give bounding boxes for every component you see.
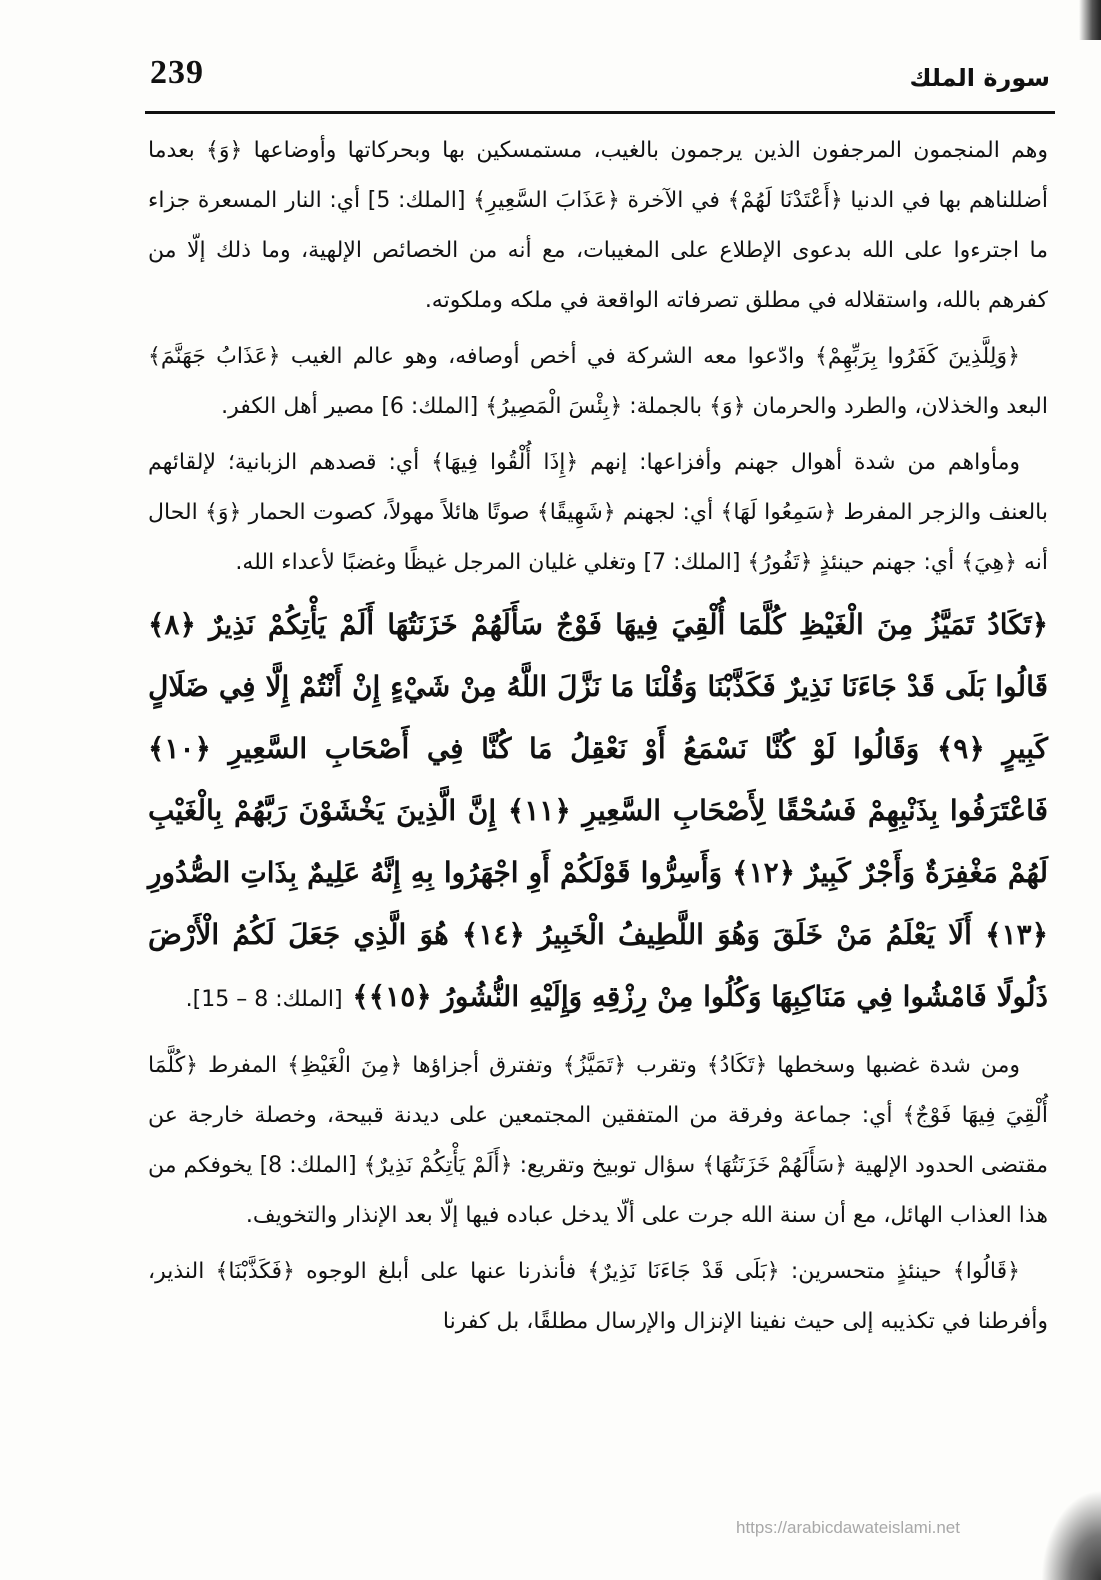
paragraph-1: وهم المنجمون المرجفون الذين يرجمون بالغيب، مستمسكين بها وبحركاتها وأوضاعها ﴿وَ﴾ بعدما أضللناهم بها في الدنيا ﴿أَعْتَدْنَا لَهُمْ﴾ في الآخرة ﴿عَذَابَ السَّعِيرِ﴾ [الملك: 5] أي: النار المسعرة جزاء ما اجترءوا على الله بدعوى الإطلاع على المغيبات، مع أنه من الخصائص الإلهية، وما ذلك إلّا من كفرهم بالله، واستقلاله في مطلق تصرفاته الواقعة في ملكه وملكوته.	[148, 138, 1049, 313]
scan-edge-shadow	[1079, 0, 1101, 40]
paragraph-3: ومأواهم من شدة أهوال جهنم وأفزاعها: إنهم ﴿إِذَا أُلْقُوا فِيهَا﴾ أي: قصدهم الزبانية؛ لإلقائهم بالعنف والزجر المفرط ﴿سَمِعُوا لَهَا﴾ أي: لجهنم ﴿شَهِيقًا﴾ صوتًا هائلاً مهولاً، كصوت الحمار ﴿وَ﴾ الحال أنه ﴿هِيَ﴾ أي: جهنم حينئذٍ ﴿تَفُورُ﴾ [الملك: 7] وتغلي غليان المرجل غيظًا وغضبًا لأعداء الله.	[148, 450, 1048, 575]
verse-text: ﴿تَكَادُ تَمَيَّزُ مِنَ الْغَيْظِ كُلَّمَا أُلْقِيَ فِيهَا فَوْجٌ سَأَلَهُمْ خَزَنَتُهَا أَلَمْ يَأْتِكُمْ نَذِيرٌ ﴿٨﴾ قَالُوا بَلَى قَدْ جَاءَنَا نَذِيرٌ فَكَذَّبْنَا وَقُلْنَا مَا نَزَّلَ اللَّهُ مِنْ شَيْءٍ إِنْ أَنْتُمْ إِلَّا فِي ضَلَالٍ كَبِيرٍ ﴿٩﴾ وَقَالُوا لَوْ كُنَّا نَسْمَعُ أَوْ نَعْقِلُ مَا كُنَّا فِي أَصْحَابِ السَّعِيرِ ﴿١٠﴾ فَاعْتَرَفُوا بِذَنْبِهِمْ فَسُحْقًا لِأَصْحَابِ السَّعِيرِ ﴿١١﴾ إِنَّ الَّذِينَ يَخْشَوْنَ رَبَّهُمْ بِالْغَيْبِ لَهُمْ مَغْفِرَةٌ وَأَجْرٌ كَبِيرٌ ﴿١٢﴾ وَأَسِرُّوا قَوْلَكُمْ أَوِ اجْهَرُوا بِهِ إِنَّهُ عَلِيمٌ بِذَاتِ الصُّدُورِ ﴿١٣﴾ أَلَا يَعْلَمُ مَنْ خَلَقَ وَهُوَ اللَّطِيفُ الْخَبِيرُ ﴿١٤﴾ هُوَ الَّذِي جَعَلَ لَكُمُ الْأَرْضَ ذَلُولًا فَامْشُوا فِي مَنَاكِبِهَا وَكُلُوا مِنْ رِزْقِهِ وَإِلَيْهِ النُّشُورُ ﴿١٥﴾﴾	[148, 608, 1049, 1013]
source-watermark: https://arabicdawateislami.net	[736, 1518, 960, 1537]
page-number: 239	[150, 54, 204, 91]
page-body	[148, 126, 1048, 1353]
verse-reference: [الملك: 8 – 15].	[185, 987, 343, 1012]
page-header	[145, 52, 1055, 112]
quran-verse-block	[148, 594, 1048, 1031]
header-divider	[145, 111, 1055, 114]
surah-title: سورة الملك	[909, 64, 1050, 92]
paragraph-5: ﴿قَالُوا﴾ حينئذٍ متحسرين: ﴿بَلَى قَدْ جَاءَنَا نَذِيرٌ﴾ فأنذرنا عنها على أبلغ الوجوه ﴿فَكَذَّبْنَا﴾ النذير، وأفرطنا في تكذيبه إلى حيث نفينا الإنزال والإرسال مطلقًا، بل كفرنا	[148, 1259, 1048, 1334]
paragraph-2: ﴿وَلِلَّذِينَ كَفَرُوا بِرَبِّهِمْ﴾ وادّعوا معه الشركة في أخص أوصافه، وهو عالم الغيب ﴿عَذَابُ جَهَنَّمَ﴾ البعد والخذلان، والطرد والحرمان ﴿وَ﴾ بالجملة: ﴿بِئْسَ الْمَصِيرُ﴾ [الملك: 6] مصير أهل الكفر.	[148, 344, 1048, 419]
scan-corner-shadow	[1041, 1490, 1101, 1580]
paragraph-4: ومن شدة غضبها وسخطها ﴿تَكَادُ﴾ وتقرب ﴿تَمَيَّزُ﴾ وتفترق أجزاؤها ﴿مِنَ الْغَيْظِ﴾ المفرط ﴿كُلَّمَا أُلْقِيَ فِيهَا فَوْجٌ﴾ أي: جماعة وفرقة من المتفقين المجتمعين على ديدنة قبيحة، وخصلة خارجة عن مقتضى الحدود الإلهية ﴿سَأَلَهُمْ خَزَنَتُهَا﴾ سؤال توبيخ وتقريع: ﴿أَلَمْ يَأْتِكُمْ نَذِيرٌ﴾ [الملك: 8] يخوفكم من هذا العذاب الهائل، مع أن سنة الله جرت على ألّا يدخل عباده فيها إلّا بعد الإنذار والتخويف.	[148, 1053, 1048, 1228]
